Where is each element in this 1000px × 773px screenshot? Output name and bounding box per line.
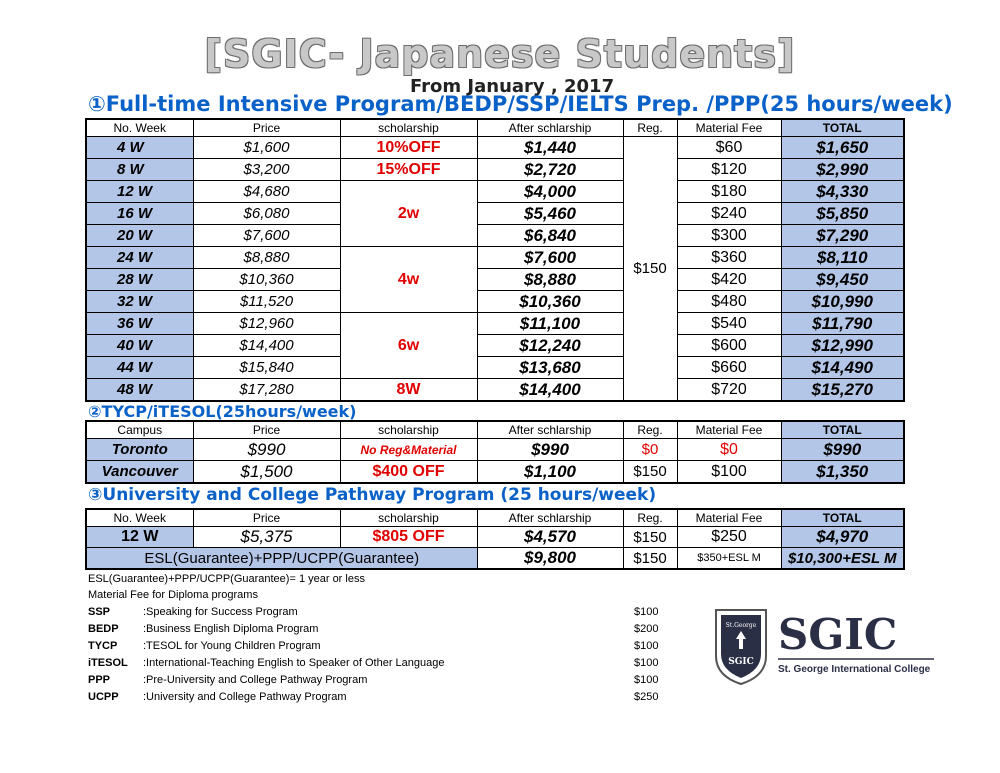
table-row [86,203,904,225]
after-scholarship-cell: $11,100 [477,313,623,335]
table-row [86,247,904,269]
total-cell: $9,450 [781,269,904,291]
table-header [86,119,904,137]
table-header [86,509,904,527]
scholarship-cell: 8W [340,379,477,402]
price-cell: $8,880 [193,247,340,269]
col-header: Campus [86,421,193,439]
total-cell: $4,330 [781,181,904,203]
col-header: Material Fee [677,509,781,527]
scholarship-cell: 10%OFF [340,137,477,159]
program-code: UCPP [88,691,119,703]
program-fee: $100 [634,606,659,618]
weeks-cell: 16 W [86,203,193,225]
col-header: Reg. [623,421,677,439]
table-row [86,159,904,181]
after-scholarship-cell: $13,680 [477,357,623,379]
program-code: iTESOL [88,657,128,669]
total-cell: $15,270 [781,379,904,402]
weeks-cell: 12 W [86,181,193,203]
col-header: After schlarship [477,509,623,527]
price-cell: $10,360 [193,269,340,291]
weeks-cell: 28 W [86,269,193,291]
total-cell: $8,110 [781,247,904,269]
section1-title: ①Full-time Intensive Program/BEDP/SSP/IELTS Prep. /PPP(25 hours/week) [88,92,953,116]
material-fee-cell: $0 [677,439,781,461]
page-subtitle: From January , 2017 [410,76,615,97]
scholarship-cell: No Reg&Material [340,439,477,461]
material-fee-cell: $100 [677,461,781,484]
reg-fee-cell: $150 [623,461,677,484]
price-cell: $5,375 [193,527,340,548]
logo-wordmark: SGIC [778,610,898,659]
weeks-cell: 12 W [86,527,193,548]
program-desc: :TESOL for Young Children Program [143,640,321,652]
scholarship-cell: 6w [340,313,477,379]
material-fee-cell: $660 [677,357,781,379]
program-code: SSP [88,606,111,618]
material-fee-cell: $360 [677,247,781,269]
total-cell: $5,850 [781,203,904,225]
material-fee-cell: $720 [677,379,781,402]
total-cell: $11,790 [781,313,904,335]
section3-title: ③University and College Pathway Program (25 hours/week) [88,485,657,505]
scholarship-cell: $400 OFF [340,461,477,484]
col-header: scholarship [340,421,477,439]
table-row [86,225,904,247]
total-cell: $14,490 [781,357,904,379]
col-header: No. Week [86,119,193,137]
after-scholarship-cell: $4,000 [477,181,623,203]
after-scholarship-cell: $1,100 [477,461,623,484]
table-row [86,335,904,357]
campus-cell: Toronto [86,439,193,461]
total-cell: $10,300+ESL M [781,548,904,570]
program-desc: :International-Teaching English to Speaker of Other Language [143,657,445,669]
weeks-cell: 48 W [86,379,193,402]
program-code: TYCP [88,640,118,652]
material-fee-cell: $300 [677,225,781,247]
table-row [86,313,904,335]
col-header: scholarship [340,119,477,137]
material-fee-cell: $480 [677,291,781,313]
material-fee-cell: $60 [677,137,781,159]
shield-top-text: St.George [725,622,757,629]
after-scholarship-cell: $9,800 [477,548,623,570]
total-cell: $1,350 [781,461,904,484]
sgic-logo [712,606,942,686]
after-scholarship-cell: $7,600 [477,247,623,269]
program-fee: $100 [634,674,659,686]
table-row [86,269,904,291]
program-fee: $100 [634,640,659,652]
price-cell: $4,680 [193,181,340,203]
reg-fee-cell: $150 [623,527,677,548]
program-fee: $200 [634,623,659,635]
total-cell: $12,990 [781,335,904,357]
after-scholarship-cell: $990 [477,439,623,461]
weeks-cell: 20 W [86,225,193,247]
page-title: [SGIC- Japanese Students] [204,32,796,76]
price-cell: $17,280 [193,379,340,402]
col-header: Reg. [623,509,677,527]
material-fee-cell: $540 [677,313,781,335]
weeks-cell: 4 W [86,137,193,159]
section2-title: ②TYCP/iTESOL(25hours/week) [88,402,357,421]
shield-bottom-text: SGIC [728,657,754,667]
total-cell: $10,990 [781,291,904,313]
table-row [86,137,904,159]
price-cell: $7,600 [193,225,340,247]
col-header: Price [193,509,340,527]
price-cell: $6,080 [193,203,340,225]
scholarship-cell: $805 OFF [340,527,477,548]
after-scholarship-cell: $4,570 [477,527,623,548]
material-fee-cell: $120 [677,159,781,181]
program-desc: :Pre-University and College Pathway Program [143,674,368,686]
total-cell: $4,970 [781,527,904,548]
scholarship-cell: 2w [340,181,477,247]
total-cell: $7,290 [781,225,904,247]
pathway-program-table [85,508,905,570]
price-cell: $14,400 [193,335,340,357]
table-row [86,461,904,484]
total-cell: $990 [781,439,904,461]
material-fee-cell: $180 [677,181,781,203]
material-fee-cell: $600 [677,335,781,357]
col-header: Price [193,119,340,137]
reg-fee-cell: $0 [623,439,677,461]
after-scholarship-cell: $8,880 [477,269,623,291]
reg-fee-cell: $150 [623,548,677,570]
program-desc: :Business English Diploma Program [143,623,319,635]
after-scholarship-cell: $10,360 [477,291,623,313]
col-header: Material Fee [677,421,781,439]
fulltime-program-table [85,118,905,402]
col-header: Material Fee [677,119,781,137]
table-row [86,357,904,379]
program-code: PPP [88,674,111,686]
program-desc: :Speaking for Success Program [143,606,298,618]
table-row [86,439,904,461]
material-fee-cell: $420 [677,269,781,291]
after-scholarship-cell: $2,720 [477,159,623,181]
weeks-cell: 32 W [86,291,193,313]
total-cell: $2,990 [781,159,904,181]
weeks-cell: 36 W [86,313,193,335]
program-desc: :University and College Pathway Program [143,691,347,703]
material-fee-cell: $350+ESL M [677,548,781,570]
price-cell: $15,840 [193,357,340,379]
col-header: TOTAL [781,119,904,137]
table-row [86,527,904,548]
logo-fullname: St. George International College [778,664,931,675]
price-cell: $990 [193,439,340,461]
col-header: Price [193,421,340,439]
col-header: Reg. [623,119,677,137]
program-fee: $100 [634,657,659,669]
after-scholarship-cell: $5,460 [477,203,623,225]
table-row [86,379,904,402]
weeks-cell: 24 W [86,247,193,269]
scholarship-cell: 15%OFF [340,159,477,181]
program-fee: $250 [634,691,659,703]
after-scholarship-cell: $12,240 [477,335,623,357]
col-header: TOTAL [781,509,904,527]
table-header [86,421,904,439]
col-header: After schlarship [477,119,623,137]
material-fee-cell: $250 [677,527,781,548]
reg-fee-cell: $150 [623,137,677,402]
note-duration: ESL(Guarantee)+PPP/UCPP(Guarantee)= 1 year or less [88,573,365,585]
scholarship-cell: 4w [340,247,477,313]
col-header: scholarship [340,509,477,527]
col-header: TOTAL [781,421,904,439]
after-scholarship-cell: $14,400 [477,379,623,402]
table-row [86,291,904,313]
note-material-fee: Material Fee for Diploma programs [88,589,258,601]
weeks-cell: 8 W [86,159,193,181]
campus-cell: Vancouver [86,461,193,484]
price-cell: $3,200 [193,159,340,181]
table-row [86,548,904,570]
col-header: After schlarship [477,421,623,439]
table-row [86,181,904,203]
price-cell: $12,960 [193,313,340,335]
price-cell: $1,600 [193,137,340,159]
material-fee-cell: $240 [677,203,781,225]
price-cell: $11,520 [193,291,340,313]
tycp-itesol-table [85,420,905,484]
weeks-cell: 44 W [86,357,193,379]
after-scholarship-cell: $6,840 [477,225,623,247]
weeks-cell: 40 W [86,335,193,357]
combo-program-cell: ESL(Guarantee)+PPP/UCPP(Guarantee) [86,548,477,570]
after-scholarship-cell: $1,440 [477,137,623,159]
price-cell: $1,500 [193,461,340,484]
total-cell: $1,650 [781,137,904,159]
program-code: BEDP [88,623,119,635]
col-header: No. Week [86,509,193,527]
